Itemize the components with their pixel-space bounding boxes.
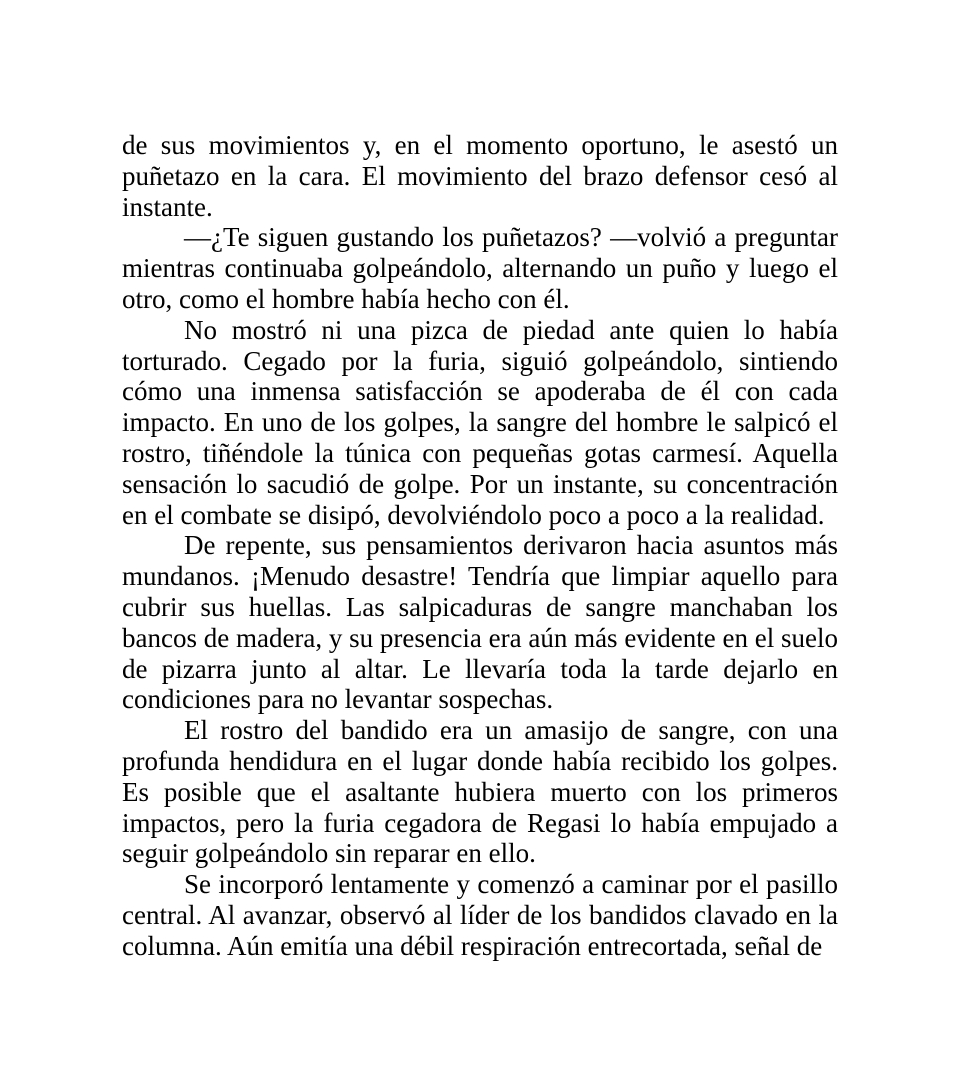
paragraph: De repente, sus pensamientos derivaron hacia asuntos más mundanos. ¡Menudo desastre! Tendría que limpiar aquello para cubrir sus huellas. Las salpicaduras de sangre manchaban los bancos de madera, y su presencia era aún más evidente en el suelo de pizarra junto al altar. Le llevaría toda la tarde dejarlo en condiciones para no levantar sospechas. — [122, 530, 838, 715]
paragraph: Se incorporó lentamente y comenzó a caminar por el pasillo central. Al avanzar, observó al líder de los bandidos clavado en la columna. Aún emitía una débil respiración entrecortada, señal de — [122, 869, 838, 961]
paragraph: de sus movimientos y, en el momento oportuno, le asestó un puñetazo en la cara. El movimiento del brazo defensor cesó al instante. — [122, 130, 838, 222]
page-text-block — [122, 130, 838, 962]
paragraph: El rostro del bandido era un amasijo de sangre, con una profunda hendidura en el lugar donde había recibido los golpes. Es posible que el asaltante hubiera muerto con los primeros impactos, pero la furia cegadora de Regasi lo había empujado a seguir golpeándolo sin reparar en ello. — [122, 715, 838, 869]
paragraph: No mostró ni una pizca de piedad ante quien lo había torturado. Cegado por la furia, siguió golpeándolo, sintiendo cómo una inmensa satisfacción se apoderaba de él con cada impacto. En uno de los golpes, la sangre del hombre le salpicó el rostro, tiñéndole la túnica con pequeñas gotas carmesí. Aquella sensación lo sacudió de golpe. Por un instante, su concentración en el combate se disipó, devolviéndolo poco a poco a la realidad. — [122, 314, 838, 530]
paragraph: —¿Te siguen gustando los puñetazos? —volvió a preguntar mientras continuaba golpeándolo, alternando un puño y luego el otro, como el hombre había hecho con él. — [122, 222, 838, 314]
